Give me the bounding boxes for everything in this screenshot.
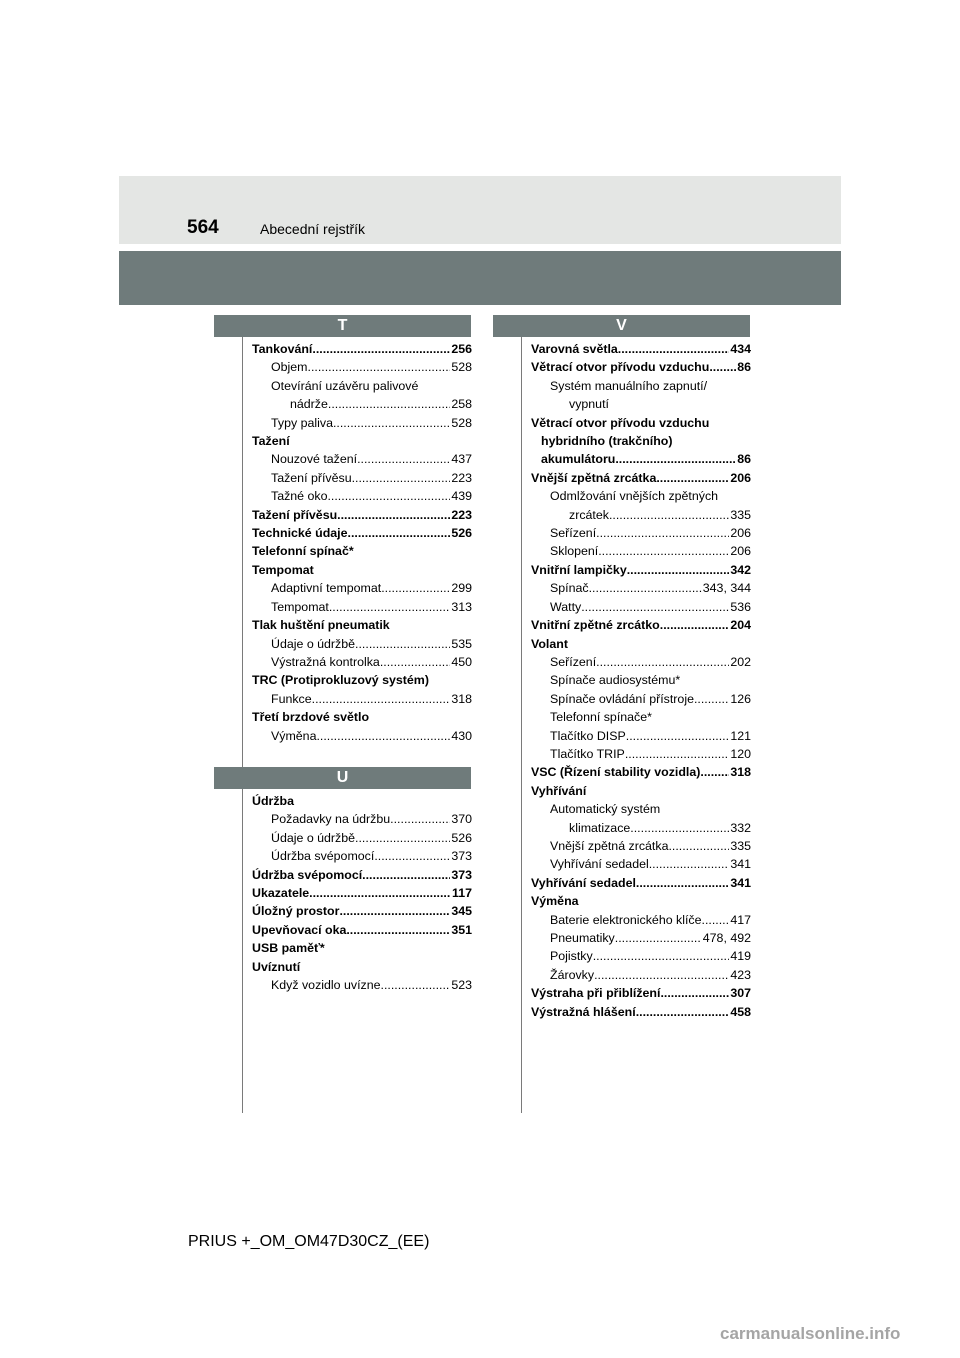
entry-label: Vyhřívání sedadel [550, 857, 649, 872]
dot-leader [627, 561, 730, 579]
entry-page-number: 478, 492 [702, 931, 751, 945]
entry-page-number: 373 [451, 867, 472, 882]
entry-label: Nouzové tažení [271, 452, 358, 467]
entry-label: Varovná světla [531, 342, 618, 356]
entry-label: Tlak huštění pneumatik [252, 618, 390, 633]
entry-page-number: 223 [451, 470, 472, 485]
dot-leader [593, 947, 730, 965]
entry-page-number: 535 [451, 636, 472, 651]
entry-label: Otevírání uzávěru palivové [271, 378, 419, 393]
dot-leader [339, 902, 450, 920]
entry-page-number: 120 [730, 746, 751, 761]
dot-leader [615, 450, 736, 468]
index-entry [252, 727, 472, 745]
index-entry [531, 635, 751, 653]
entry-label: Volant [531, 636, 568, 651]
entry-page-number: 419 [730, 949, 751, 964]
entry-label: zrcátek [569, 507, 609, 522]
index-entry [531, 966, 751, 984]
index-entry [531, 929, 751, 947]
index-entry [252, 414, 472, 432]
dot-leader [581, 598, 729, 616]
dot-leader [636, 874, 729, 892]
index-entry [252, 884, 472, 902]
entry-page-number: 86 [737, 360, 751, 375]
entry-label: hybridního (trakčního) [541, 434, 673, 449]
index-entry [252, 432, 472, 450]
entry-page-number: 258 [451, 397, 472, 412]
column-rule-right [521, 337, 522, 1113]
index-entry [531, 911, 751, 929]
entry-page-number: 202 [730, 654, 751, 669]
index-entry [252, 450, 472, 468]
dot-leader [636, 1003, 730, 1021]
index-entry [531, 450, 751, 468]
entry-page-number: 417 [730, 912, 751, 927]
entry-page-number: 223 [451, 507, 472, 522]
index-entry [531, 340, 751, 358]
entry-page-number: 430 [451, 728, 472, 743]
index-entry [252, 671, 472, 689]
entry-label: Spínače ovládání přístroje [550, 691, 694, 706]
dot-leader [598, 542, 729, 560]
dot-leader [660, 984, 729, 1002]
index-entry [252, 377, 472, 395]
entry-page-number: 341 [730, 857, 751, 872]
entry-label: Spínač [550, 581, 589, 596]
dot-leader [618, 340, 730, 358]
entry-label: Údaje o údržbě [271, 830, 356, 845]
index-entry [252, 958, 472, 976]
entry-label: Vnitřní zpětné zrcátko [531, 618, 660, 633]
dot-leader [362, 866, 450, 884]
dot-leader [308, 358, 451, 376]
index-entry [531, 763, 751, 781]
entry-page-number: 335 [730, 838, 751, 853]
entry-page-number: 343, 344 [702, 581, 751, 596]
entry-label: Údržba svépomocí [252, 867, 363, 882]
index-entry [252, 810, 472, 828]
index-entry [531, 708, 751, 726]
index-entry [531, 745, 751, 763]
entry-label: Upevňovací oka [252, 922, 347, 937]
dot-leader [380, 653, 451, 671]
entry-label: Odmlžování vnějších zpětných [550, 489, 719, 504]
dot-leader [316, 727, 450, 745]
index-entry [531, 855, 751, 873]
watermark: carmanualsonline.info [720, 1324, 901, 1343]
index-entry [252, 866, 472, 884]
entry-label: Vyhřívání [531, 783, 587, 798]
section-header-u: U [214, 767, 471, 789]
index-entry [252, 469, 472, 487]
entry-page-number: 342 [730, 562, 751, 577]
dot-leader [337, 506, 450, 524]
index-entry [252, 690, 472, 708]
entry-label: Technické údaje [252, 526, 348, 541]
dot-leader [374, 847, 450, 865]
entry-label: Údržba [252, 794, 294, 808]
entry-label: Tažení [252, 434, 290, 449]
dot-leader [649, 855, 730, 873]
dot-leader [668, 837, 729, 855]
entry-label: Tankování [252, 342, 313, 356]
dot-leader [328, 395, 450, 413]
entry-page-number: 86 [737, 452, 751, 467]
entry-label: Systém manuálního zapnutí/ [550, 378, 708, 393]
index-entry [531, 524, 751, 542]
dot-leader [327, 487, 450, 505]
entry-label: Ukazatele [252, 886, 310, 901]
entry-page-number: 318 [730, 765, 751, 780]
entry-label: Tažení přívěsu [271, 470, 352, 485]
dot-leader [312, 340, 450, 358]
entry-page-number: 523 [451, 978, 472, 993]
dot-leader [615, 929, 702, 947]
entry-label: Výstražná hlášení [531, 1004, 636, 1019]
entry-label: Když vozidlo uvízne [271, 978, 381, 993]
entry-label: Vyhřívání sedadel [531, 875, 636, 890]
entry-label: Pneumatiky [550, 931, 615, 945]
dot-leader [594, 966, 729, 984]
entry-page-number: 206 [730, 526, 751, 541]
entry-label: nádrže [290, 397, 328, 412]
header-top-band [119, 176, 841, 244]
entry-label: Vnitřní lampičky [531, 562, 627, 577]
entry-label: Sklopení [550, 544, 599, 559]
entry-page-number: 335 [730, 507, 751, 522]
entry-label: Seřízení [550, 654, 597, 669]
entry-label: Tlačítko DISP [550, 728, 626, 743]
entry-label: Vnější zpětná zrcátka [531, 470, 657, 485]
entry-label: Tempomat [252, 562, 314, 577]
dot-leader [630, 819, 729, 837]
dot-leader [333, 414, 450, 432]
entry-label: Tlačítko TRIP [550, 746, 625, 761]
entry-page-number: 528 [451, 415, 472, 430]
index-entry [531, 947, 751, 965]
entry-page-number: 458 [730, 1004, 751, 1019]
index-entry [252, 847, 472, 865]
index-entry [531, 542, 751, 560]
index-section-t [252, 340, 472, 745]
entry-label: vypnutí [569, 397, 609, 412]
dot-leader [355, 635, 450, 653]
entry-label: Tažné oko [271, 489, 328, 504]
entry-page-number: 439 [451, 489, 472, 504]
index-entry [531, 1003, 751, 1021]
entry-page-number: 345 [451, 904, 472, 919]
dot-leader [329, 598, 450, 616]
index-entry [252, 653, 472, 671]
index-entry [252, 939, 472, 957]
dot-leader [609, 506, 729, 524]
dot-leader [357, 450, 450, 468]
entry-label: Třetí brzdové světlo [252, 710, 370, 725]
entry-label: akumulátoru [541, 452, 616, 467]
entry-page-number: 437 [451, 452, 472, 467]
index-entry [252, 829, 472, 847]
dot-leader [656, 469, 729, 487]
index-entry [252, 598, 472, 616]
entry-label: Watty [550, 599, 582, 614]
entry-label: TRC (Protiprokluzový systém) [252, 673, 429, 688]
dot-leader [660, 616, 730, 634]
index-entry [252, 542, 472, 560]
entry-page-number: 313 [451, 599, 472, 614]
entry-page-number: 370 [451, 812, 472, 827]
dot-leader [309, 884, 451, 902]
column-rule-left [242, 337, 243, 1113]
entry-label: Žárovky [550, 967, 595, 982]
index-entry [252, 635, 472, 653]
index-entry [531, 800, 751, 818]
entry-page-number: 204 [730, 618, 751, 633]
entry-page-number: 206 [730, 470, 751, 485]
index-entry [531, 837, 751, 855]
dot-leader [626, 727, 730, 745]
entry-page-number: 536 [730, 599, 751, 614]
index-entry [531, 506, 751, 524]
index-entry [252, 487, 472, 505]
section-header-v: V [493, 315, 750, 337]
entry-label: Uvíznutí [252, 959, 301, 974]
entry-label: Seřízení [550, 526, 597, 541]
dot-leader [346, 921, 450, 939]
entry-label: Údaje o údržbě [271, 636, 356, 651]
entry-page-number: 526 [451, 526, 472, 541]
entry-page-number: 450 [451, 654, 472, 669]
entry-label: Typy paliva [271, 415, 333, 430]
index-entry [531, 377, 751, 395]
entry-page-number: 256 [451, 342, 472, 356]
index-entry [531, 598, 751, 616]
entry-page-number: 341 [730, 875, 751, 890]
entry-page-number: 318 [451, 691, 472, 706]
dot-leader [355, 829, 450, 847]
entry-page-number: 299 [451, 581, 472, 596]
entry-label: Výměna [271, 728, 317, 743]
index-section-u [252, 792, 472, 994]
entry-page-number: 126 [730, 691, 751, 706]
entry-label: Adaptivní tempomat [271, 581, 382, 596]
index-entry [531, 432, 751, 450]
entry-label: Telefonní spínač* [252, 544, 354, 559]
entry-page-number: 121 [730, 728, 751, 743]
entry-label: Výstraha při přiblížení [531, 986, 661, 1001]
entry-label: Funkce [271, 691, 312, 706]
entry-page-number: 528 [451, 360, 472, 375]
dot-leader [381, 976, 451, 994]
dot-leader [589, 579, 702, 597]
section-header-t: T [214, 315, 471, 337]
document-code: PRIUS +_OM_OM47D30CZ_(EE) [188, 1233, 430, 1250]
index-entry [252, 579, 472, 597]
dot-leader [381, 579, 450, 597]
index-entry [531, 579, 751, 597]
dot-leader [709, 358, 736, 376]
index-entry [531, 358, 751, 376]
entry-label: VSC (Řízení stability vozidla) [531, 765, 701, 780]
dot-leader [348, 524, 451, 542]
index-entry [252, 976, 472, 994]
entry-label: Objem [271, 360, 308, 375]
index-entry [531, 819, 751, 837]
entry-page-number: 434 [730, 342, 751, 356]
index-entry [252, 340, 472, 358]
index-entry [531, 414, 751, 432]
entry-label: Výměna [531, 894, 579, 909]
entry-label: Tempomat [271, 599, 329, 614]
entry-page-number: 351 [451, 922, 472, 937]
entry-label: Pojistky [550, 949, 593, 964]
entry-label: klimatizace [569, 820, 631, 835]
dot-leader [596, 653, 729, 671]
index-entry [531, 782, 751, 800]
header-dark-band [119, 251, 841, 305]
index-entry [252, 708, 472, 726]
index-entry [252, 616, 472, 634]
entry-page-number: 332 [730, 820, 751, 835]
index-section-v [531, 340, 751, 1021]
index-entry [252, 921, 472, 939]
index-entry [531, 874, 751, 892]
index-entry [252, 358, 472, 376]
entry-label: Telefonní spínače* [550, 710, 652, 725]
dot-leader [702, 911, 730, 929]
entry-page-number: 206 [730, 544, 751, 559]
dot-leader [700, 763, 729, 781]
index-entry [252, 561, 472, 579]
index-entry [531, 395, 751, 413]
page-title: Abecední rejstřík [260, 221, 366, 237]
index-entry [252, 395, 472, 413]
entry-page-number: 307 [730, 986, 751, 1001]
index-entry [531, 469, 751, 487]
index-entry [531, 984, 751, 1002]
dot-leader [596, 524, 729, 542]
entry-label: Výstražná kontrolka [271, 654, 380, 669]
entry-label: USB paměť* [252, 941, 325, 956]
entry-label: Automatický systém [550, 802, 661, 817]
entry-label: Baterie elektronického klíče [550, 912, 702, 927]
index-entry [531, 653, 751, 671]
dot-leader [352, 469, 451, 487]
entry-label: Údržba svépomocí [271, 849, 375, 864]
dot-leader [694, 690, 729, 708]
entry-page-number: 117 [452, 886, 472, 901]
entry-label: Větrací otvor přívodu vzduchu [531, 360, 710, 375]
index-entry [252, 506, 472, 524]
index-entry [531, 727, 751, 745]
index-entry [531, 671, 751, 689]
entry-label: Tažení přívěsu [252, 507, 338, 522]
entry-page-number: 373 [451, 849, 472, 864]
entry-label: Úložný prostor [252, 904, 340, 919]
index-entry [531, 487, 751, 505]
entry-label: Větrací otvor přívodu vzduchu [531, 415, 710, 430]
entry-page-number: 423 [730, 967, 751, 982]
index-entry [531, 892, 751, 910]
dot-leader [625, 745, 729, 763]
entry-label: Požadavky na údržbu [271, 812, 391, 827]
entry-label: Vnější zpětná zrcátka [550, 838, 669, 853]
dot-leader [312, 690, 451, 708]
index-entry [531, 561, 751, 579]
dot-leader [390, 810, 450, 828]
page-number: 564 [187, 217, 219, 238]
index-entry [252, 902, 472, 920]
index-entry [252, 792, 472, 810]
entry-label: Spínače audiosystému* [550, 673, 681, 688]
index-entry [531, 690, 751, 708]
index-entry [531, 616, 751, 634]
index-entry [252, 524, 472, 542]
entry-page-number: 526 [451, 830, 472, 845]
